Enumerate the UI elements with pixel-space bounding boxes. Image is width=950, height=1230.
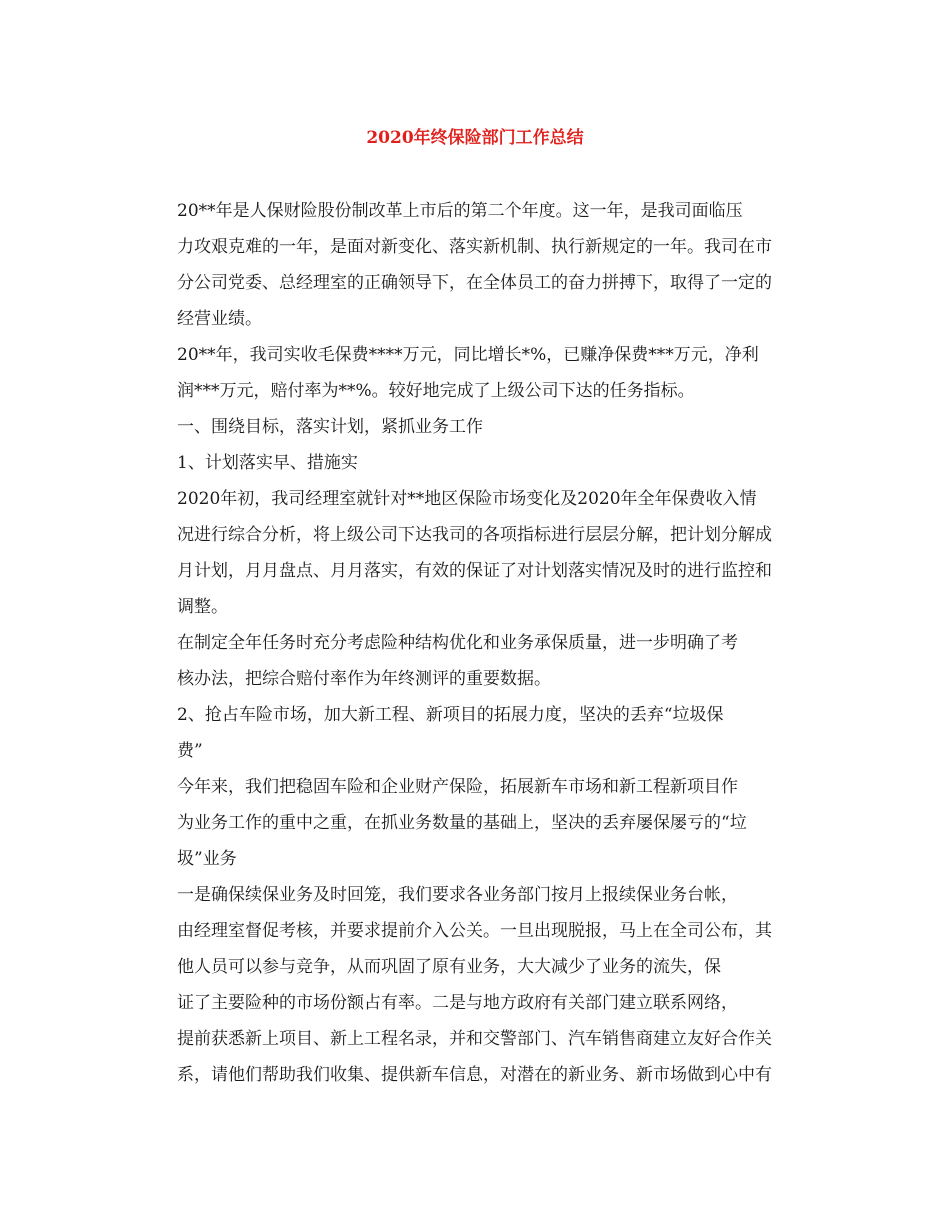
paragraph-line: 月计划，月月盘点、月月落实，有效的保证了对计划落实情况及时的进行监控和 [177,561,772,581]
paragraph [143,193,808,337]
paragraph-line: 证了主要险种的市场份额占有率。二是与地方政府有关部门建立联系网络， [177,993,738,1013]
paragraph-line: 调整。 [177,597,228,617]
paragraph [143,697,808,769]
paragraph-line: 系，请他们帮助我们收集、提供新车信息，对潜在的新业务、新市场做到心中有 [177,1065,772,1085]
paragraph [143,985,808,1093]
paragraph [143,625,808,697]
paragraph-line: 2、抢占车险市场，加大新工程、新项目的拓展力度，坚决的丢弃“垃圾保 [177,705,724,725]
paragraph-line: 为业务工作的重中之重，在抓业务数量的基础上，坚决的丢弃屡保屡亏的“垃 [177,813,747,833]
paragraph [143,481,808,625]
paragraph [143,409,808,445]
paragraph-line: 费” [177,741,203,761]
paragraph-line: 力攻艰克难的一年，是面对新变化、落实新机制、执行新规定的一年。我司在市 [177,237,772,257]
document-title: 2020年终保险部门工作总结 [366,128,584,148]
paragraph-line: 20**年，我司实收毛保费****万元，同比增长*%，已赚净保费***万元，净利 [177,345,759,365]
paragraph-line: 1、计划落实早、措施实 [177,453,358,473]
paragraph-line: 经营业绩。 [177,309,262,329]
document-body [143,193,808,1093]
paragraph [143,877,808,985]
paragraph-line: 一是确保续保业务及时回笼，我们要求各业务部门按月上报续保业务台帐， [177,885,738,905]
paragraph-line: 今年来，我们把稳固车险和企业财产保险，拓展新车市场和新工程新项目作 [177,777,738,797]
paragraph-line: 况进行综合分析，将上级公司下达我司的各项指标进行层层分解，把计划分解成 [177,525,772,545]
paragraph-line: 分公司党委、总经理室的正确领导下，在全体员工的奋力拼搏下，取得了一定的 [177,273,772,293]
paragraph-line: 他人员可以参与竞争，从而巩固了原有业务，大大减少了业务的流失，保 [177,957,721,977]
paragraph-line: 20**年是人保财险股份制改革上市后的第二个年度。这一年，是我司面临压 [177,201,743,221]
paragraph-line: 一、围绕目标，落实计划，紧抓业务工作 [177,417,483,437]
paragraph [143,769,808,877]
paragraph-line: 润***万元，赔付率为**%。较好地完成了上级公司下达的任务指标。 [177,381,695,401]
paragraph-line: 在制定全年任务时充分考虑险种结构优化和业务承保质量，进一步明确了考 [177,633,738,653]
paragraph [143,445,808,481]
paragraph-line: 由经理室督促考核，并要求提前介入公关。一旦出现脱报，马上在全司公布，其 [177,921,772,941]
paragraph [143,337,808,409]
paragraph-line: 提前获悉新上项目、新上工程名录，并和交警部门、汽车销售商建立友好合作关 [177,1029,772,1049]
paragraph-line: 核办法，把综合赔付率作为年终测评的重要数据。 [177,669,551,689]
paragraph-line: 2020年初，我司经理室就针对**地区保险市场变化及2020年全年保费收入情 [177,489,757,509]
paragraph-line: 圾”业务 [177,849,237,869]
